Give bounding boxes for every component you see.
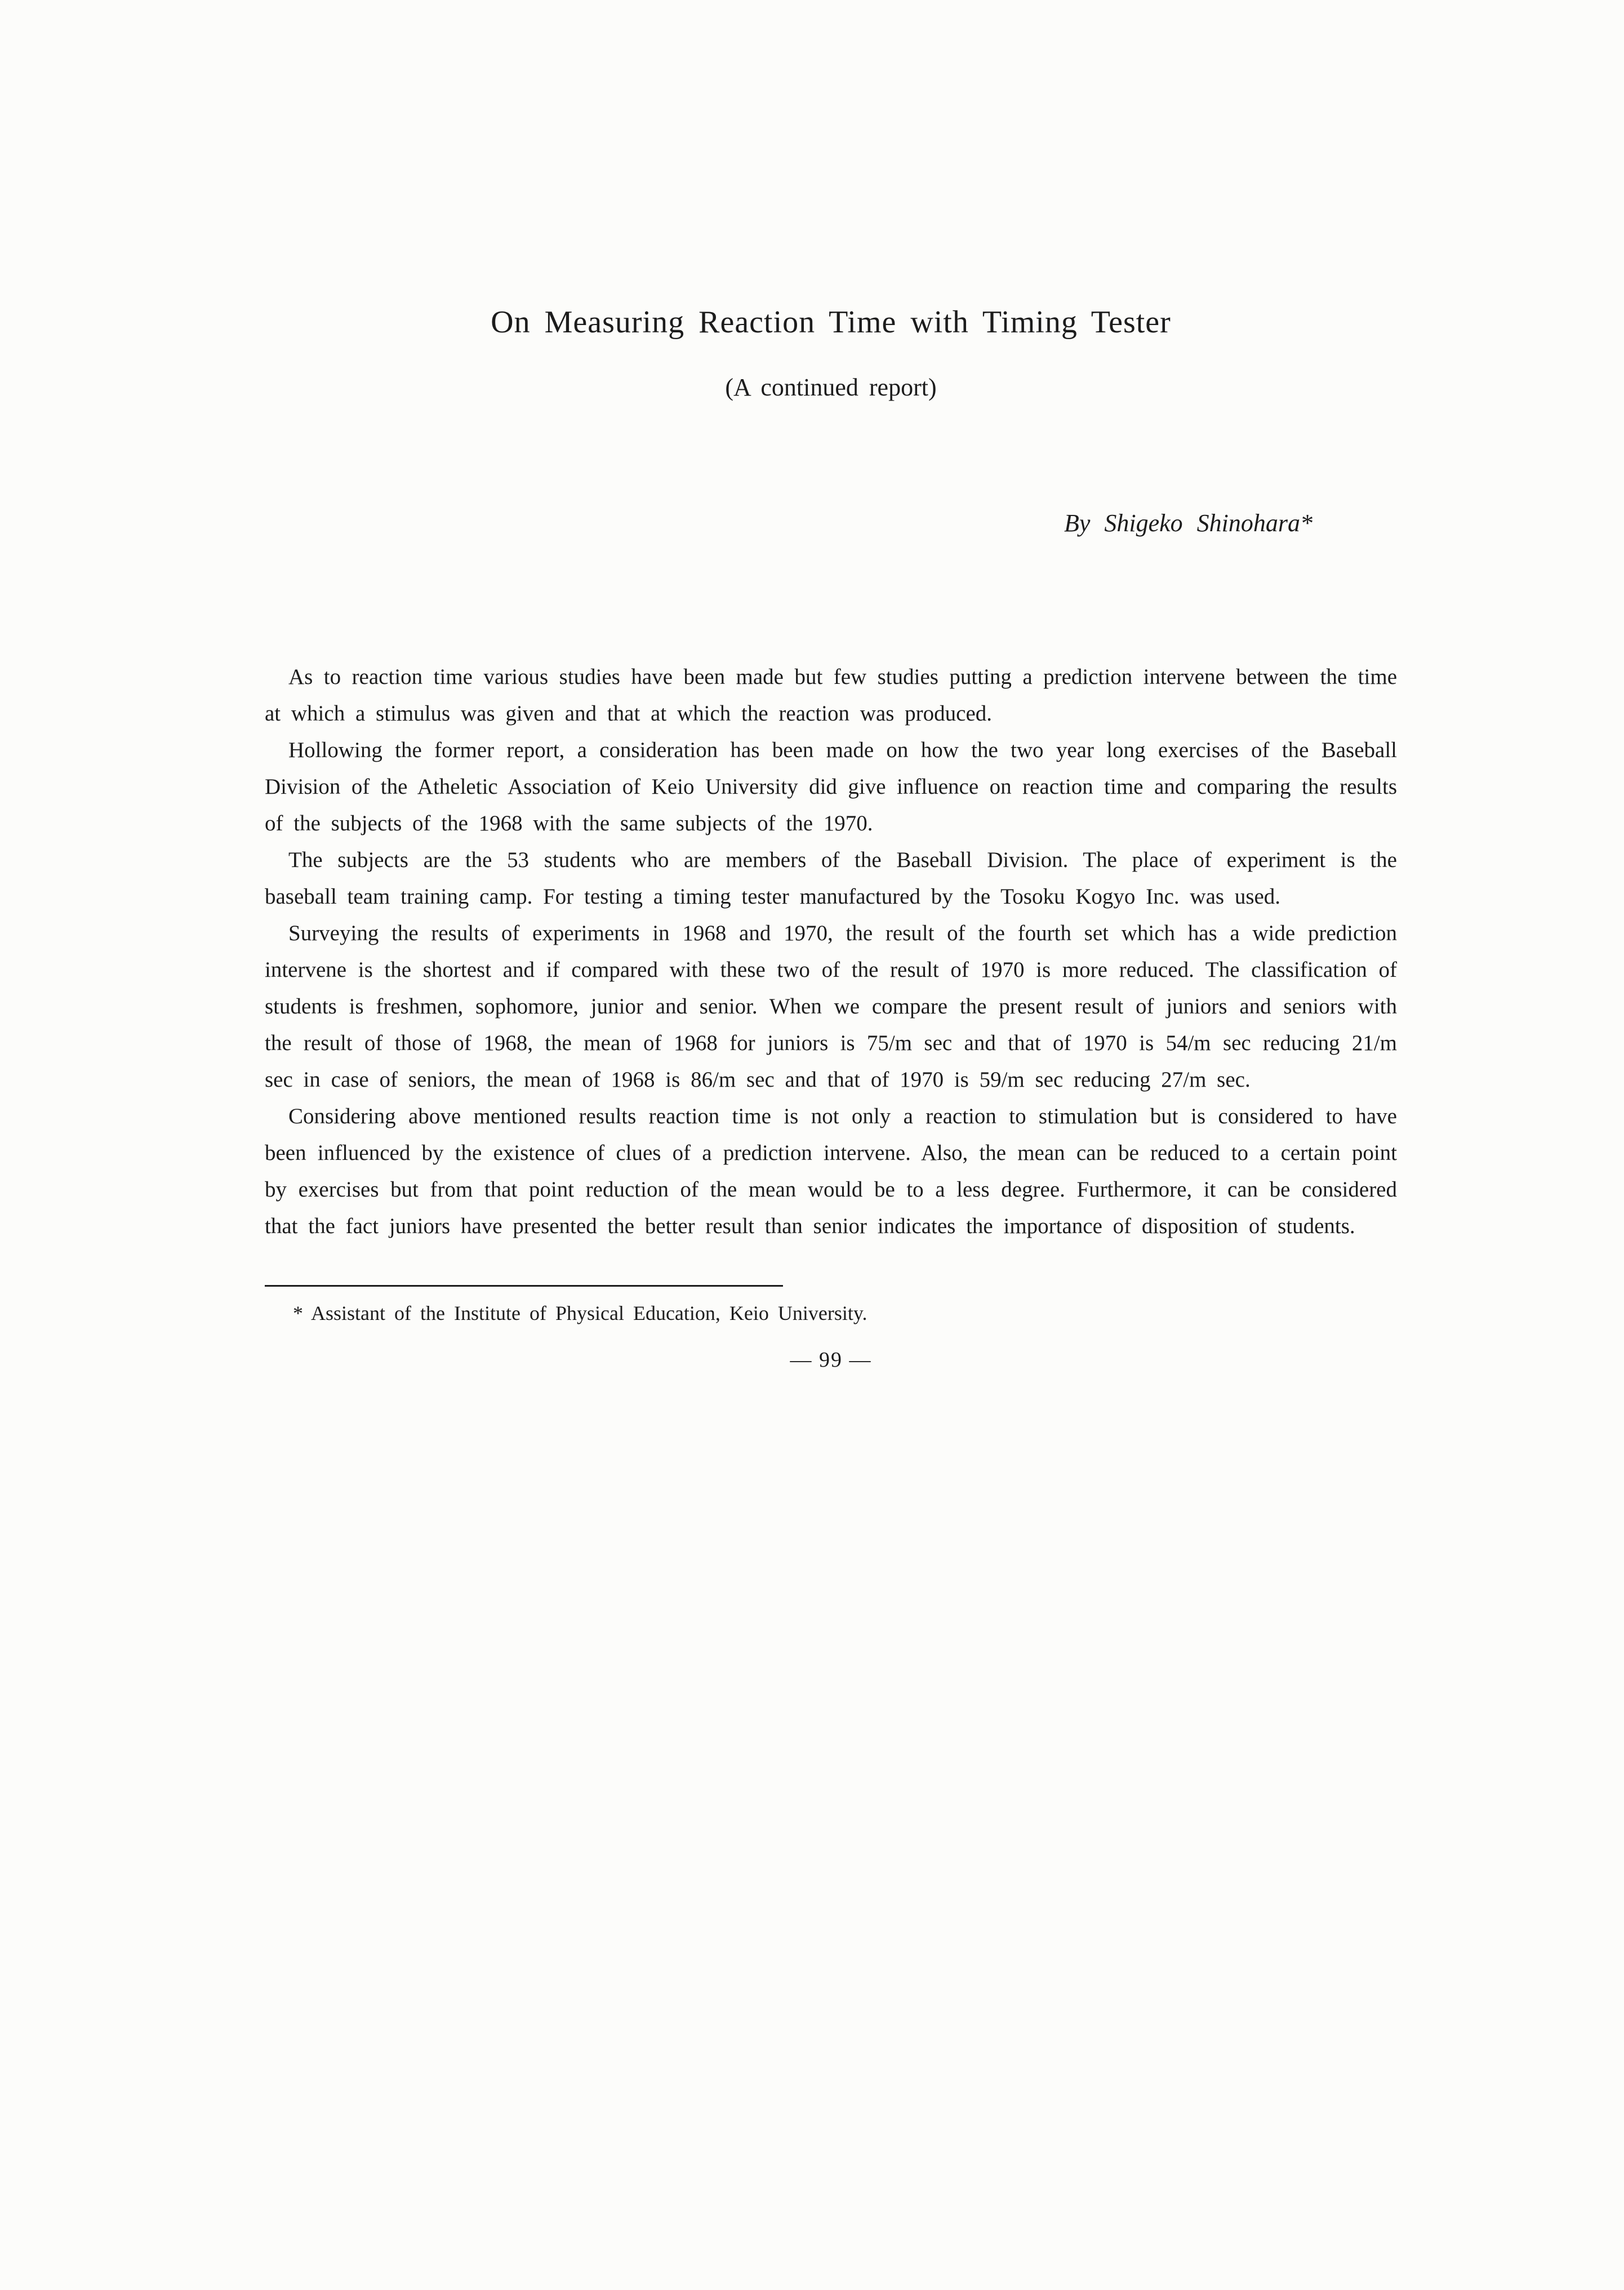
paragraph-4: Surveying the results of experiments in 1968 and 1970, the result of the fourth set which has a wide prediction intervene is the shortest and if compared with these two of the result of 1970 is more reduced. The classification of students is freshmen, sophomore, junior and senior. When we compare the present result of juniors and seniors with the result of those of 1968, the mean of 1968 for juniors is 75/m sec and that of 1970 is 54/m sec reducing 21/m sec in case of seniors, the mean of 1968 is 86/m sec and that of 1970 is 59/m sec reducing 27/m sec. bbox=[265, 921, 1397, 1092]
footnote-block bbox=[265, 1285, 1397, 1372]
paper-subtitle: (A continued report) bbox=[725, 373, 937, 401]
paragraph-3: The subjects are the 53 students who are members of the Baseball Division. The place of experiment is the baseball team training camp. For testing a timing tester manufactured by the Tosoku Kogyo Inc. was used. bbox=[265, 848, 1397, 909]
paragraph-1: As to reaction time various studies have been made but few studies putting a prediction intervene between the time at which a stimulus was given and that at which the reaction was produced. bbox=[265, 665, 1397, 726]
footnote-divider bbox=[265, 1285, 783, 1287]
page-number: — 99 — bbox=[790, 1348, 872, 1372]
paper-title: On Measuring Reaction Time with Timing Tester bbox=[491, 305, 1171, 340]
author-byline: By Shigeko Shinohara* bbox=[1064, 509, 1312, 537]
paper-body bbox=[265, 659, 1397, 1244]
footnote-text: * Assistant of the Institute of Physical Education, Keio University. bbox=[293, 1302, 867, 1324]
text-column bbox=[265, 304, 1397, 1372]
paragraph-5: Considering above mentioned results reaction time is not only a reaction to stimulation but is considered to have been influenced by the existence of clues of a prediction intervene. Also, the mean can be reduced to a certain point by exercises but from that point reduction of the mean would be to a less degree. Furthermore, it can be considered that the fact juniors have presented the better result than senior indicates the importance of disposition of students. bbox=[265, 1104, 1397, 1238]
paragraph-2: Hollowing the former report, a consideration has been made on how the two year long exercises of the Baseball Division of the Atheletic Association of Keio University did give influence on reaction time and comparing the results of the subjects of the 1968 with the same subjects of the 1970. bbox=[265, 738, 1397, 835]
